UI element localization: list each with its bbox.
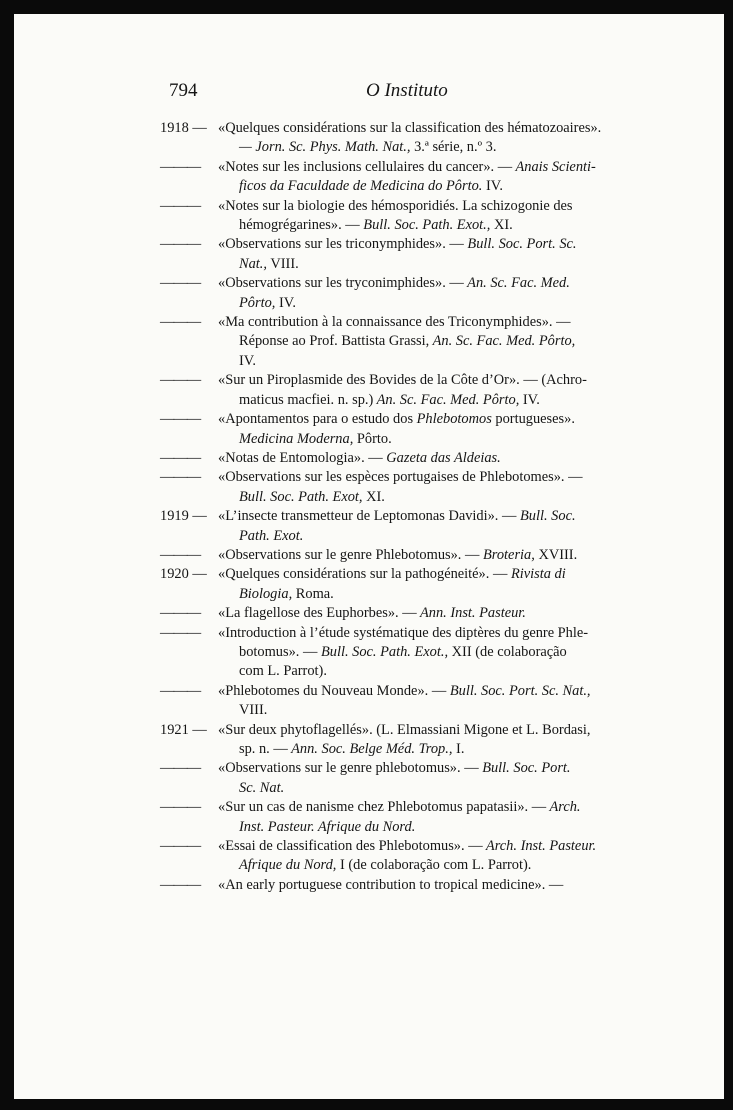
ditto-dash: ——— (160, 546, 201, 563)
entry-continuation-line (218, 662, 656, 681)
bibliography-entry (160, 565, 656, 604)
citation-text: «Ma contribution à la connaissance des Triconymphides». — (218, 314, 571, 331)
citation-text: XII (de colaboração (448, 643, 567, 660)
entry-year: 1919 — (160, 508, 207, 525)
citation-text: «La flagellose des Euphorbes». — (218, 605, 417, 622)
citation-source: Bull. Soc. Port. (478, 760, 571, 777)
citation-source: Bull. Soc. Path. Exot., (359, 217, 491, 234)
citation-text: XI. (362, 488, 385, 505)
citation-text: «Essai de classification des Phlebotomus». — (218, 838, 483, 855)
bibliography-entry (160, 876, 656, 895)
bibliography-entry (160, 682, 656, 721)
citation-source: Nat., (239, 255, 267, 272)
bibliography-entry (160, 449, 656, 468)
citation-text: com L. Parrot). (239, 663, 327, 680)
citation-source: Ann. Soc. Belge Méd. Trop., (287, 741, 453, 757)
entry-continuation-line (218, 701, 656, 720)
citation-text: sp. n. — (239, 741, 288, 757)
citation-source: Arch. Inst. Pasteur. (482, 838, 597, 855)
citation-text: «Sur deux phytoflagellés». (L. Elmassiani Migone et L. Bordasi, (218, 721, 591, 738)
entry-continuation-line (218, 216, 656, 235)
citation-text: Réponse ao Prof. Battista Grassi, (239, 333, 430, 350)
citation-text: «Sur un Piroplasmide des Bovides de la Côte d’Or». — (Achro- (218, 372, 587, 389)
ditto-dash: ——— (160, 605, 201, 622)
ditto-dash: ——— (160, 682, 201, 699)
citation-source: Bull. Soc. Path. Exot., (317, 643, 449, 660)
entry-continuation-line (218, 818, 656, 837)
entry-continuation-line (218, 177, 656, 196)
citation-text: XI. (490, 217, 513, 234)
citation-text: maticus macfiei. n. sp.) (239, 391, 374, 408)
citation-source: Ann. Inst. Pasteur. (416, 605, 526, 622)
citation-source: Bull. Soc. Port. Sc. Nat., (446, 682, 591, 699)
citation-source: Gazeta das Aldeias. (382, 449, 501, 466)
citation-source: Path. Exot. (239, 527, 304, 544)
bibliography-entry (160, 410, 656, 449)
entry-continuation-line (218, 585, 656, 604)
citation-source: An. Sc. Fac. Med. (463, 275, 570, 292)
book-page (14, 14, 724, 1099)
citation-source: Bull. Soc. Port. Sc. (463, 236, 577, 253)
citation-text: «An early portuguese contribution to tropical medicine». — (218, 876, 564, 893)
bibliography-list (160, 119, 656, 895)
page-header (169, 80, 659, 110)
bibliography-entry (160, 624, 656, 682)
citation-text: VIII. (239, 702, 268, 719)
entry-continuation-line (218, 352, 656, 371)
citation-text: «Quelques considérations sur la pathogéneité». — (218, 566, 508, 583)
bibliography-entry (160, 546, 656, 565)
bibliography-entry (160, 721, 656, 760)
bibliography-entry (160, 274, 656, 313)
citation-text: botomus». — (239, 643, 318, 660)
bibliography-entry (160, 798, 656, 837)
citation-text: Pôrto. (353, 430, 392, 447)
bibliography-entry (160, 507, 656, 546)
entry-year: 1921 — (160, 721, 207, 738)
ditto-dash: ——— (160, 449, 201, 466)
citation-source: Sc. Nat. (239, 779, 285, 796)
citation-source: Inst. Pasteur. Afrique du Nord. (239, 818, 416, 835)
citation-source: Arch. (546, 799, 581, 816)
citation-text: «Notes sur la biologie des hémosporidiés. La schizogonie des (218, 197, 573, 214)
citation-text: «Quelques considérations sur la classification des hématozoaires». (218, 120, 602, 136)
citation-text: «Introduction à l’étude systématique des diptères du genre Phle- (218, 624, 589, 641)
bibliography-entry (160, 371, 656, 410)
entry-continuation-line (218, 332, 656, 351)
entry-continuation-line (218, 255, 656, 274)
bibliography-entry (160, 837, 656, 876)
bibliography-entry (160, 197, 656, 236)
citation-source: Rivista di (507, 566, 566, 583)
citation-source: An. Sc. Fac. Med. Pôrto, (373, 391, 520, 408)
citation-text: «Apontamentos para o estudo dos (218, 411, 414, 428)
citation-text: «Phlebotomes du Nouveau Monde». — (218, 682, 447, 699)
citation-source: Pôrto, (239, 294, 276, 311)
citation-source: Broteria, (479, 546, 535, 563)
entry-continuation-line (218, 740, 656, 759)
entry-continuation-line (218, 779, 656, 798)
entry-continuation-line (218, 430, 656, 449)
citation-source: Biologia, (239, 585, 293, 602)
entry-continuation-line (218, 138, 656, 157)
citation-text: XVIII. (534, 546, 578, 563)
citation-text: «Observations sur le genre phlebotomus». — (218, 760, 479, 777)
entry-continuation-line (218, 488, 656, 507)
citation-text: «Notes sur les inclusions cellulaires du cancer». — (218, 158, 513, 175)
citation-text: IV. (239, 352, 256, 369)
citation-text: portugueses». (491, 411, 575, 428)
ditto-dash: ——— (160, 760, 201, 777)
ditto-dash: ——— (160, 624, 201, 641)
ditto-dash: ——— (160, 469, 201, 486)
ditto-dash: ——— (160, 275, 201, 292)
entry-continuation-line (218, 391, 656, 410)
citation-source: Anais Scienti- (512, 158, 596, 175)
ditto-dash: ——— (160, 411, 201, 428)
citation-text: I (de colaboração com L. Parrot). (336, 857, 532, 874)
ditto-dash: ——— (160, 799, 201, 816)
ditto-dash: ——— (160, 197, 201, 214)
entry-continuation-line (218, 856, 656, 875)
bibliography-entry (160, 119, 656, 158)
citation-text: hémogrégarines». — (239, 217, 360, 234)
ditto-dash: ——— (160, 838, 201, 855)
citation-source: Bull. Soc. Path. Exot, (239, 488, 363, 505)
ditto-dash: ——— (160, 314, 201, 331)
citation-source: Medicina Moderna, (239, 430, 354, 447)
citation-text: «Observations sur les tryconimphides». — (218, 275, 464, 292)
ditto-dash: ——— (160, 372, 201, 389)
citation-source: ficos da Faculdade de Medicina do Pôrto. (239, 178, 483, 195)
citation-text: «Observations sur les espèces portugaises de Phlebotomes». — (218, 469, 583, 486)
citation-text: Roma. (292, 585, 334, 602)
bibliography-entry (160, 235, 656, 274)
citation-text: «Observations sur les triconymphides». — (218, 236, 464, 253)
ditto-dash: ——— (160, 158, 201, 175)
citation-text: «Notas de Entomologia». — (218, 449, 383, 466)
bibliography-entry (160, 468, 656, 507)
citation-text: «Observations sur le genre Phlebotomus». — (218, 546, 480, 563)
bibliography-entry (160, 759, 656, 798)
citation-source: An. Sc. Fac. Med. Pôrto, (429, 333, 576, 350)
bibliography-entry (160, 313, 656, 371)
citation-text: I. (452, 741, 465, 757)
entry-year: 1920 — (160, 566, 207, 583)
citation-text: «L’insecte transmetteur de Leptomonas Davidi». — (218, 508, 517, 525)
running-title: O Instituto (366, 80, 448, 101)
bibliography-entry (160, 158, 656, 197)
citation-text: IV. (482, 178, 503, 195)
ditto-dash: ——— (160, 876, 201, 893)
entry-year: 1918 — (160, 120, 207, 136)
citation-text: VIII. (267, 255, 299, 272)
citation-source: Afrique du Nord, (239, 857, 337, 874)
entry-continuation-line (218, 643, 656, 662)
citation-source: Bull. Soc. (516, 508, 576, 525)
entry-continuation-line (218, 294, 656, 313)
citation-text: «Sur un cas de nanisme chez Phlebotomus papatasii». — (218, 799, 547, 816)
citation-source: Phlebotomos (413, 411, 492, 428)
citation-text: 3.ª série, n.º 3. (410, 139, 497, 156)
citation-source: — Jorn. Sc. Phys. Math. Nat., (239, 139, 411, 156)
ditto-dash: ——— (160, 236, 201, 253)
entry-continuation-line (218, 527, 656, 546)
bibliography-entry (160, 604, 656, 623)
citation-text: IV. (519, 391, 540, 408)
citation-text: IV. (275, 294, 296, 311)
page-number: 794 (169, 80, 198, 101)
